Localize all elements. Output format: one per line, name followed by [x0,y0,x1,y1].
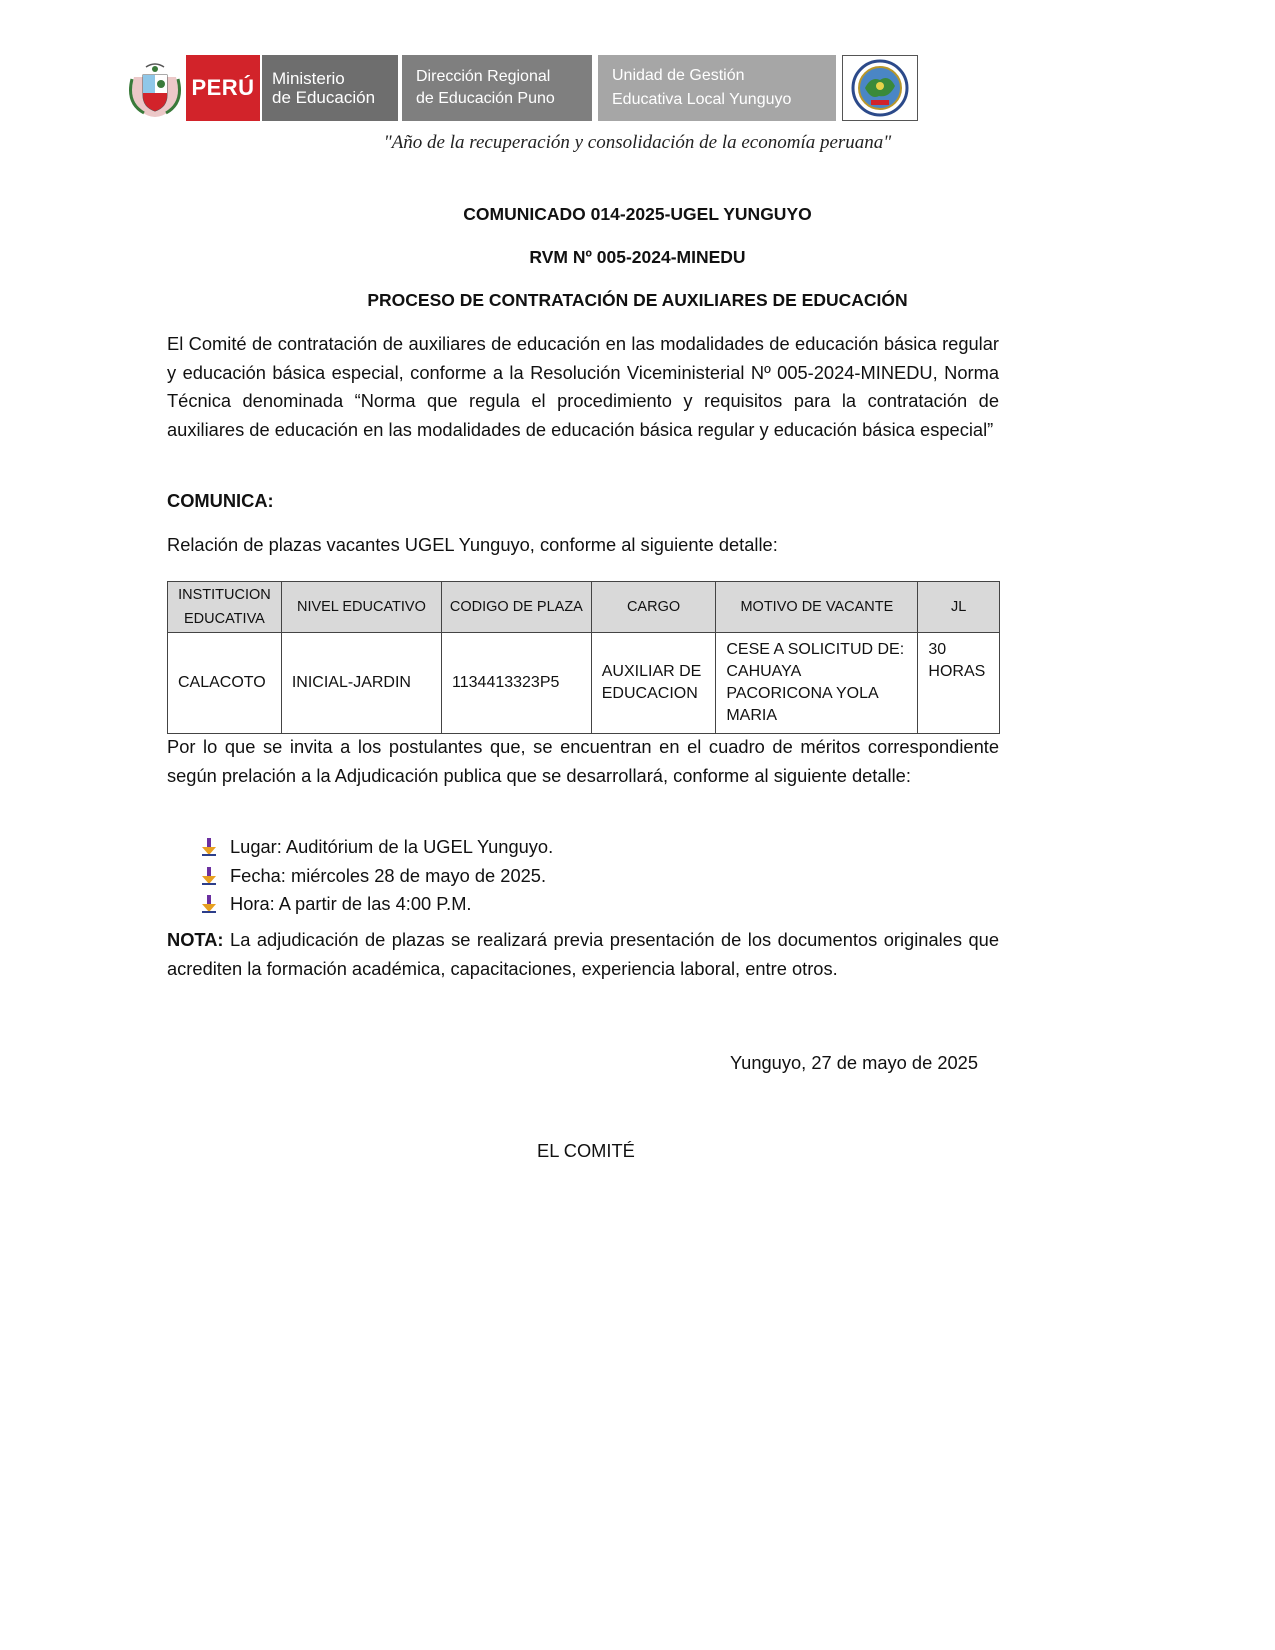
list-item [200,862,553,891]
header-cargo: CARGO [591,582,716,633]
minedu-line2: de Educación [272,88,376,107]
cell-nivel: INICIAL-JARDIN [281,633,441,734]
detail-lugar: Lugar: Auditórium de la UGEL Yunguyo. [230,836,554,857]
list-item [200,890,553,919]
list-item [200,833,553,862]
dre-line1: Dirección Regional [416,68,551,85]
down-arrow-bullet-icon [200,894,218,914]
peru-brand-block [186,55,260,121]
header-nivel: NIVEL EDUCATIVO [281,582,441,633]
table-header-row [168,582,1000,633]
ugel-seal-icon [842,55,918,121]
header-jl: JL [918,582,1000,633]
intro-paragraph: El Comité de contratación de auxiliares de educación en las modalidades de educación básica regular y educación básica especial, conforme a la Resolución Viceministerial Nº 005-2024-MINEDU, Norma Técnica denominada “Norma que regula el procedimiento y requisitos para la contratación de auxiliares de educación en las modalidades de educación básica regular y educación básica especial” [167,333,999,440]
year-motto: "Año de la recuperación y consolidación de la economía peruana" [383,132,892,153]
comunicado-title: COMUNICADO 014-2025-UGEL YUNGUYO [463,204,812,224]
header-institucion: INSTITUCION EDUCATIVA [168,582,282,633]
peru-coat-of-arms-icon [126,59,184,121]
comunica-label: COMUNICA: [167,490,274,511]
vacancies-table [167,581,1000,734]
ugel-line2: Educativa Local Yunguyo [612,91,792,108]
nota-text: La adjudicación de plazas se realizará previa presentación de los documentos originales que acrediten la formación académica, capacitaciones, experiencia laboral, entre otros. [167,929,999,979]
invitation-paragraph: Por lo que se invita a los postulantes que, se encuentran en el cuadro de méritos correspondiente según prelación a la Adjudicación publica que se desarrollará, conforme al siguiente detalle: [167,736,999,786]
ugel-line1: Unidad de Gestión [612,67,745,84]
place-date: Yunguyo, 27 de mayo de 2025 [730,1052,979,1073]
header-motivo: MOTIVO DE VACANTE [716,582,918,633]
cell-codigo: 1134413323P5 [442,633,592,734]
cell-cargo: AUXILIAR DE EDUCACION [591,633,716,734]
rvm-title: RVM Nº 005-2024-MINEDU [529,247,746,267]
dre-block [402,55,592,121]
minedu-line1: Ministerio [272,69,345,88]
minedu-block [262,55,398,121]
details-list [200,833,553,919]
peru-label: PERÚ [191,75,255,100]
proceso-title: PROCESO DE CONTRATACIÓN DE AUXILIARES DE EDUCACIÓN [367,290,908,310]
down-arrow-bullet-icon [200,837,218,857]
nota-label: NOTA: [167,929,224,950]
nota-paragraph [167,926,999,983]
down-arrow-bullet-icon [200,866,218,886]
signature-label: EL COMITÉ [537,1140,635,1161]
dre-line2: de Educación Puno [416,90,555,107]
ugel-block [598,55,836,121]
table-row [168,633,1000,734]
detail-hora: Hora: A partir de las 4:00 P.M. [230,893,472,914]
cell-institucion: CALACOTO [168,633,282,734]
detail-fecha: Fecha: miércoles 28 de mayo de 2025. [230,864,547,886]
relacion-paragraph: Relación de plazas vacantes UGEL Yunguyo, conforme al siguiente detalle: [167,534,778,555]
header-codigo: CODIGO DE PLAZA [442,582,592,633]
cell-jl: 30 HORAS [918,633,1000,734]
cell-motivo: CESE A SOLICITUD DE: CAHUAYA PACORICONA YOLA MARIA [716,633,918,734]
letterhead [126,55,926,121]
